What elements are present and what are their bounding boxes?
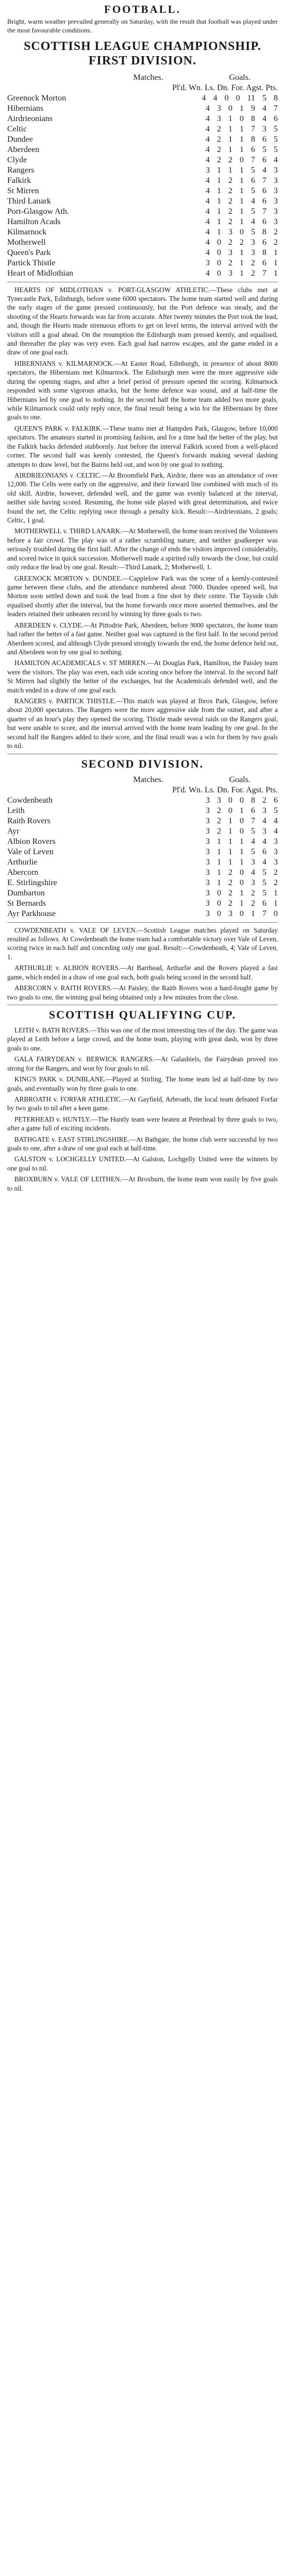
team-record: 4 1 2 1 5 6 3 bbox=[206, 186, 278, 195]
team-record: 4 2 1 1 7 3 5 bbox=[206, 124, 278, 133]
team-name: Dumbarton bbox=[7, 888, 45, 897]
match-report: AIRDRIEONIANS v. CELTIC.—At Broomfield Park, Airdrie, there was an attendance of over 12,000. The Celts were early on the aggressive, and their forward line combined with much of its old skill. Airdrie, however, defended well, and the game was evenly balanced at the interval, neither side having scored. Resuming, the home side played with great determination, and twice found the net, the Celtic replying once through a penalty kick. Result:—Airdrieonians, 2 goals; Celtic, 1 goal. bbox=[7, 471, 278, 524]
team-record: 3 0 2 1 2 6 1 bbox=[206, 258, 278, 267]
table-row bbox=[7, 909, 278, 919]
table-row bbox=[7, 837, 278, 847]
match-report: ARTHURLIE v. ALBION ROVERS.—At Barrhead, Arthurlie and the Rovers played a fast game, which ended in a draw of one goal each, both goals being scored in the second half. bbox=[7, 964, 278, 981]
team-name: Arthurlie bbox=[7, 857, 38, 867]
table-row bbox=[7, 899, 278, 909]
team-record: 3 2 0 1 6 3 5 bbox=[206, 806, 278, 815]
section-heading: FOOTBALL. bbox=[104, 3, 181, 15]
league-title: SCOTTISH LEAGUE CHAMPIONSHIP. bbox=[24, 40, 261, 54]
match-report: ABERDEEN v. CLYDE.—At Pittodrie Park, Aberdeen, before 9000 spectators, the home team had rather the better of a fast game. Neither goal was captured in the first half. In the second period Aberdeen scored, and although Clyde pressed strongly towards the end, the home defence held out, and Aberdeen won by one goal to nothing. bbox=[7, 621, 278, 656]
match-report: GALA FAIRYDEAN v. BERWICK RANGERS.—At Galashiels, the Fairydean proved too strong for the Rangers, and won by four goals to nil. bbox=[7, 1055, 278, 1072]
match-report: COWDENBEATH v. VALE OF LEVEN.—Scottish League matches played on Saturday resulted as follows. At Cowdenbeath the home team had a comfortable victory over Vale of Leven, scoring twice in each half and conceding only one goal. Result:—Cowdenbeath, 4; Vale of Leven, 1. bbox=[7, 926, 278, 961]
team-record: 4 2 1 1 6 5 5 bbox=[206, 145, 278, 154]
team-record: 4 2 1 1 8 6 5 bbox=[206, 134, 278, 144]
team-record: 4 0 3 1 3 8 1 bbox=[206, 248, 278, 257]
second-division-reports bbox=[7, 926, 278, 1002]
team-record: 3 1 2 0 3 5 2 bbox=[206, 878, 278, 887]
match-report: RANGERS v. PARTICK THISTLE.—This match was played at Ibrox Park, Glasgow, before about 20,000 spectators. The Rangers were the more aggressive side from the outset, and after a quarter of an hour's play they opened the scoring. Thistle made several raids on the Rangers goal, but were unable to score, and the interval arrived with the home team leading by one goal. In the second half the Rangers added to their score, and the final result was a win for them by two goals to nil. bbox=[7, 697, 278, 750]
table-row bbox=[7, 114, 278, 124]
team-record: 3 0 2 1 2 5 1 bbox=[206, 888, 278, 897]
match-report: LEITH v. BATH ROVERS.—This was one of the most interesting ties of the day. The game was played at Leith before a large crowd, and the home team, playing with great dash, won by three goals to one. bbox=[7, 1026, 278, 1052]
match-report: BROXBURN v. VALE OF LEITHEN.—At Broxburn, the home team won easily by five goals to nil. bbox=[7, 1175, 278, 1192]
qualifying-cup-title: SCOTTISH QUALIFYING CUP. bbox=[48, 1008, 237, 1021]
table-row bbox=[7, 217, 278, 227]
match-report: HIBERNIANS v. KILMARNOCK.—At Easter Road, Edinburgh, in presence of about 8000 spectators, the Hibernians met Kilmarnock. The Edinburgh men were the more aggressive side during the opening stages, and after a brief period of pressure opened the scoring. Kilmarnock responded with some vigorous attacks, but the home defence was sound, and at half-time the Hibernians led by one goal to nothing. In the second half the home team added two more goals, while Kilmarnock could only reply once, the final result being a win for the Hibernians by three goals to one. bbox=[7, 359, 278, 421]
table-row bbox=[7, 104, 278, 114]
team-record: 4 4 0 0 11 5 8 bbox=[202, 93, 278, 103]
team-name: Kilmarnock bbox=[7, 227, 47, 236]
table-row bbox=[7, 124, 278, 134]
table-row bbox=[7, 806, 278, 816]
table-row bbox=[7, 196, 278, 207]
team-record: 3 2 1 0 5 3 4 bbox=[206, 826, 278, 836]
team-name: Celtic bbox=[7, 124, 27, 133]
table-row bbox=[7, 155, 278, 165]
team-name: Heart of Midlothian bbox=[7, 268, 73, 278]
team-name: Hamilton Acads bbox=[7, 217, 61, 226]
table-row bbox=[7, 795, 278, 806]
team-name: St Bernards bbox=[7, 899, 46, 908]
table-row bbox=[7, 176, 278, 186]
team-name: Ayr Parkhouse bbox=[7, 909, 56, 918]
team-name: Motherwell bbox=[7, 238, 46, 247]
team-name: Port-Glasgow Ath. bbox=[7, 207, 69, 216]
team-name: E. Stirlingshire bbox=[7, 878, 57, 887]
first-division-table bbox=[7, 93, 278, 279]
team-record: 4 1 2 1 6 7 3 bbox=[206, 176, 278, 185]
team-record: 4 0 2 2 3 6 2 bbox=[206, 238, 278, 247]
team-name: Cowdenbeath bbox=[7, 795, 53, 805]
team-record: 4 1 2 1 4 6 3 bbox=[206, 196, 278, 206]
team-name: Clyde bbox=[7, 155, 27, 164]
team-name: Vale of Leven bbox=[7, 847, 54, 856]
team-record: 4 3 0 1 9 4 7 bbox=[206, 104, 278, 113]
team-name: Partick Thistle bbox=[7, 258, 56, 267]
intro-paragraph: Bright, warm weather prevailed generally on Saturday, with the result that football was played under the most favourable conditions. bbox=[7, 18, 278, 35]
team-name: Abercorn bbox=[7, 868, 39, 877]
team-record: 4 2 2 0 7 6 4 bbox=[206, 155, 278, 164]
newspaper-column bbox=[7, 0, 278, 1195]
team-name: Falkirk bbox=[7, 176, 31, 185]
match-report: MOTHERWELL v. THIRD LANARK.—At Motherwell, the home team received the Volunteers before a fair crowd. The play was of a rather scrambling nature, and neither goalkeeper was seriously troubled during the first half. After the change of ends the visitors improved considerably, and scored twice in quick succession. Motherwell made a spirited rally towards the close, but could only reduce the lead by one goal. Result:—Third Lanark, 2; Motherwell, 1. bbox=[7, 527, 278, 571]
table-row bbox=[7, 857, 278, 868]
team-name: Albion Rovers bbox=[7, 837, 56, 846]
first-division-reports bbox=[7, 285, 278, 751]
team-name: Ayr bbox=[7, 826, 20, 836]
second-division-table bbox=[7, 795, 278, 919]
match-report: QUEEN'S PARK v. FALKIRK.—These teams met at Hampden Park, Glasgow, before 10,000 spectators. The amateurs started in promising fashion, and for a time had the better of the play, but the Falkirk backs defended stubbornly. Just before the interval Falkirk scored from a well-placed corner. The second half was keenly contested, the Queen's forwards making several dashing attempts to draw level, but the Bairns held out, and won by one goal to nothing. bbox=[7, 424, 278, 468]
qualifying-cup-reports bbox=[7, 1026, 278, 1193]
column-headers: Pl'd. Wn. Ls. Dn. For. Agst. Pts. bbox=[172, 83, 278, 92]
first-division-table-header bbox=[7, 73, 278, 93]
table-row bbox=[7, 816, 278, 826]
team-record: 4 1 2 1 4 6 3 bbox=[206, 217, 278, 226]
column-headers: Pl'd. Wn. Ls. Dn. For. Agst. Pts. bbox=[172, 785, 278, 794]
match-report: PETERHEAD v. HUNTLY.—The Huntly team were beaten at Peterhead by three goals to two, after a game full of exciting incidents. bbox=[7, 1115, 278, 1132]
table-row bbox=[7, 847, 278, 857]
team-record: 3 1 1 1 5 6 3 bbox=[206, 847, 278, 856]
match-report: ARBROATH v. FORFAR ATHLETIC.—At Gayfield, Arbroath, the local team defeated Forfar by two goals to nil after a keen game. bbox=[7, 1095, 278, 1112]
team-record: 3 0 2 1 2 6 1 bbox=[206, 899, 278, 908]
match-report: GALSTON v. LOCHGELLY UNITED.—At Galston, Lochgelly United were the winners by one goal to nil. bbox=[7, 1155, 278, 1172]
table-row bbox=[7, 145, 278, 155]
team-record: 4 1 2 1 5 7 3 bbox=[206, 207, 278, 216]
team-record: 4 1 3 0 5 8 2 bbox=[206, 227, 278, 236]
table-row bbox=[7, 268, 278, 279]
team-record: 3 1 1 1 3 4 3 bbox=[206, 857, 278, 867]
team-record: 3 1 1 1 4 4 3 bbox=[206, 837, 278, 846]
goals-header: Goals. bbox=[229, 73, 250, 82]
matches-header: Matches. bbox=[133, 73, 163, 82]
match-report: HEARTS OF MIDLOTHIAN v. PORT-GLASGOW ATHLETIC.—These clubs met at Tynecastle Park, Edinburgh, before some 6000 spectators. The home team started well and during the early stages of the game pressed continuously, but the Port defence was steady, and the shooting of the Hearts forwards was far from accurate. After twenty minutes the Port took the lead, and, though the Hearts made strenuous efforts to get on level terms, the interval arrived with the visitors still a goal ahead. On the resumption the Edinburgh team pressed keenly, and equalised, and thereafter the play was very even. Each goal had narrow escapes, and the game ended in a draw of one goal each. bbox=[7, 285, 278, 357]
division-title: FIRST DIVISION. bbox=[88, 54, 197, 67]
match-report: GREENOCK MORTON v. DUNDEE.—Cappielow Park was the scene of a keenly-contested game between these clubs, and the attendance numbered about 7000. Dundee opened well, but Morton soon settled down and took the lead from a fine shot by their centre. The Tayside club equalised shortly after the interval, but the home forwards once more asserted themselves, and the leaders retained their unbeaten record by winning by three goals to two. bbox=[7, 574, 278, 618]
team-record: 4 0 3 1 2 7 1 bbox=[206, 268, 278, 278]
table-row bbox=[7, 258, 278, 268]
table-row bbox=[7, 134, 278, 145]
table-row bbox=[7, 878, 278, 888]
divider bbox=[7, 922, 278, 923]
goals-header: Goals. bbox=[229, 775, 250, 784]
team-record: 3 1 1 1 5 4 3 bbox=[206, 165, 278, 175]
team-record: 4 3 1 0 8 4 6 bbox=[206, 114, 278, 123]
second-division-table-header bbox=[7, 775, 278, 795]
table-row bbox=[7, 165, 278, 176]
team-name: Dundee bbox=[7, 134, 33, 144]
table-row bbox=[7, 207, 278, 217]
team-name: Queen's Park bbox=[7, 248, 51, 257]
team-name: St Mirren bbox=[7, 186, 39, 195]
table-row bbox=[7, 868, 278, 878]
match-report: ABERCORN v. RAITH ROVERS.—At Paisley, the Raith Rovers won a hard-fought game by two goals to one, the winning goal being obtained only a few minutes from the close. bbox=[7, 984, 278, 1001]
team-name: Airdrieonians bbox=[7, 114, 53, 123]
team-name: Rangers bbox=[7, 165, 35, 175]
team-name: Greenock Morton bbox=[7, 93, 66, 103]
team-name: Aberdeen bbox=[7, 145, 40, 154]
team-record: 3 0 3 0 1 7 0 bbox=[206, 909, 278, 918]
table-row bbox=[7, 888, 278, 899]
table-row bbox=[7, 248, 278, 258]
match-report: BATHGATE v. EAST STIRLINGSHIRE.—At Bathgate, the home club were successful by two goals to one, after a draw of one goal each at half-time. bbox=[7, 1135, 278, 1153]
team-name: Third Lanark bbox=[7, 196, 51, 206]
team-name: Raith Rovers bbox=[7, 816, 51, 825]
table-row bbox=[7, 227, 278, 238]
table-row bbox=[7, 186, 278, 196]
match-report: HAMILTON ACADEMICALS v. ST MIRREN.—At Douglas Park, Hamilton, the Paisley team were the visitors. The play was even, each side scoring once before the interval. In the second half St Mirren had slightly the better of the exchanges, but the Academicals defended well, and the match ended in a draw of one goal each. bbox=[7, 659, 278, 694]
table-row bbox=[7, 826, 278, 837]
table-row bbox=[7, 238, 278, 248]
team-name: Hibernians bbox=[7, 104, 44, 113]
team-record: 3 3 0 0 8 2 6 bbox=[206, 795, 278, 805]
team-name: Leith bbox=[7, 806, 25, 815]
table-row bbox=[7, 93, 278, 104]
match-report: KING'S PARK v. DUNBLANE.—Played at Stirling. The home team led at half-time by two goals, and eventually won by three goals to one. bbox=[7, 1075, 278, 1092]
team-record: 3 2 1 0 7 4 4 bbox=[206, 816, 278, 825]
second-division-title: SECOND DIVISION. bbox=[81, 757, 204, 770]
matches-header: Matches. bbox=[133, 775, 163, 784]
team-record: 3 1 2 0 4 5 2 bbox=[206, 868, 278, 877]
